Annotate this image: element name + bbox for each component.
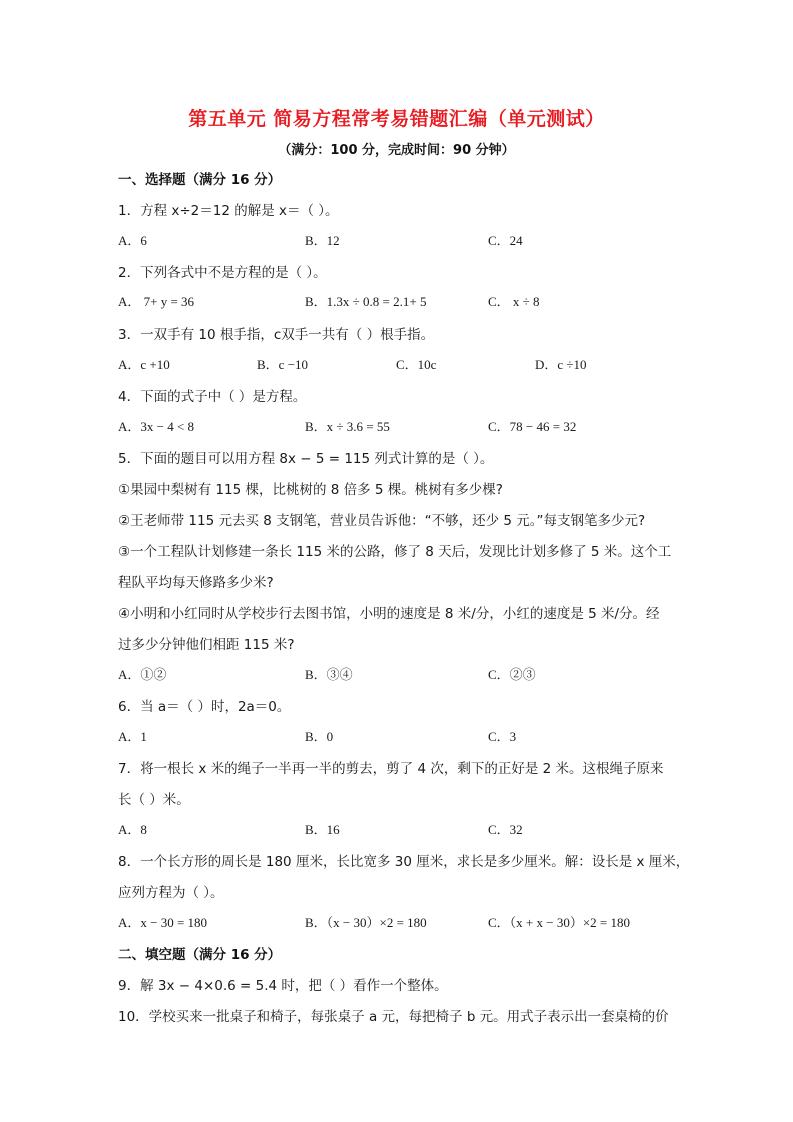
question-8-option-c: C．（x + x − 30）×2 = 180 xyxy=(488,915,630,930)
question-7-option-a: A．8 xyxy=(118,822,147,837)
question-3-option-c: C．10c xyxy=(396,357,437,372)
question-3-option-a: A．c +10 xyxy=(118,357,170,372)
question-5-item-3-cont: 程队平均每天修路多少米? xyxy=(118,575,274,591)
section-heading-choice: 一、选择题（满分 16 分） xyxy=(118,172,282,188)
question-5-item-4: ④小明和小红同时从学校步行去图书馆，小明的速度是 8 米/分，小红的速度是 5 米/分。经 xyxy=(118,606,660,622)
question-1-stem: 1．方程 x÷2＝12 的解是 x＝（ ）。 xyxy=(118,203,339,219)
question-4-option-a: A．3x − 4 < 8 xyxy=(118,419,195,434)
question-8-stem-line-2: 应列方程为（ ）。 xyxy=(118,885,224,901)
question-7-option-b: B．16 xyxy=(305,822,340,837)
question-7-stem-line-2: 长（ ）米。 xyxy=(118,792,190,808)
question-4-stem: 4．下面的式子中（ ）是方程。 xyxy=(118,389,307,405)
question-10-stem: 10．学校买来一批桌子和椅子，每张桌子 a 元，每把椅子 b 元。用式子表示出一套桌椅的价 xyxy=(118,1009,669,1025)
section-heading-fill-blank: 二、填空题（满分 16 分） xyxy=(118,947,282,963)
question-4-option-c: C．78 − 46 = 32 xyxy=(488,419,577,434)
question-5-item-1: ①果园中梨树有 115 棵，比桃树的 8 倍多 5 棵。桃树有多少棵? xyxy=(118,482,503,498)
question-3-option-d: D．c ÷10 xyxy=(535,357,587,372)
question-5-stem: 5．下面的题目可以用方程 8x − 5 = 115 列式计算的是（ ）。 xyxy=(118,451,494,467)
question-5-item-2: ②王老师带 115 元去买 8 支钢笔，营业员告诉他：“不够，还少 5 元。”每支钢笔多少元? xyxy=(118,513,646,529)
question-2-option-c: C． x ÷ 8 xyxy=(488,294,540,309)
question-6-option-b: B．0 xyxy=(305,729,334,744)
question-2-option-b: B．1.3x ÷ 0.8 = 2.1+ 5 xyxy=(305,294,427,309)
question-1-option-b: B．12 xyxy=(305,233,340,248)
question-7-option-c: C．32 xyxy=(488,822,523,837)
question-6-stem: 6．当 a＝（ ）时，2a＝0。 xyxy=(118,699,291,715)
question-3-option-b: B．c −10 xyxy=(257,357,309,372)
question-1-option-c: C．24 xyxy=(488,233,523,248)
question-5-item-3: ③一个工程队计划修建一条长 115 米的公路，修了 8 天后，发现比计划多修了 5 米。这个工 xyxy=(118,544,672,560)
question-7-stem-line-1: 7．将一根长 x 米的绳子一半再一半的剪去，剪了 4 次，剩下的正好是 2 米。这根绳子原来 xyxy=(118,761,664,777)
page-title: 第五单元 简易方程常考易错题汇编（单元测试） xyxy=(188,108,605,130)
question-5-item-4-cont: 过多少分钟他们相距 115 米? xyxy=(118,637,295,653)
page-subtitle: （满分：100 分，完成时间：90 分钟） xyxy=(278,143,515,158)
question-6-option-c: C．3 xyxy=(488,729,517,744)
question-6-option-a: A．1 xyxy=(118,729,147,744)
question-1-option-a: A．6 xyxy=(118,233,147,248)
question-3-stem: 3．一双手有 10 根手指，c双手一共有（ ）根手指。 xyxy=(118,327,435,343)
question-9-stem: 9．解 3x − 4×0.6 = 5.4 时，把（ ）看作一个整体。 xyxy=(118,978,448,994)
question-5-option-a: A．①② xyxy=(118,667,167,682)
question-8-stem-line-1: 8．一个长方形的周长是 180 厘米，长比宽多 30 厘米，求长是多少厘米。解：设长是 x 厘米， xyxy=(118,854,690,870)
question-8-option-a: A．x − 30 = 180 xyxy=(118,915,208,930)
question-2-option-a: A． 7+ y = 36 xyxy=(118,294,195,309)
question-2-stem: 2．下列各式中不是方程的是（ ）。 xyxy=(118,265,327,281)
question-8-option-b: B．（x − 30）×2 = 180 xyxy=(305,915,427,930)
question-4-option-b: B．x ÷ 3.6 = 55 xyxy=(305,419,390,434)
question-5-option-b: B．③④ xyxy=(305,667,353,682)
question-5-option-c: C．②③ xyxy=(488,667,536,682)
